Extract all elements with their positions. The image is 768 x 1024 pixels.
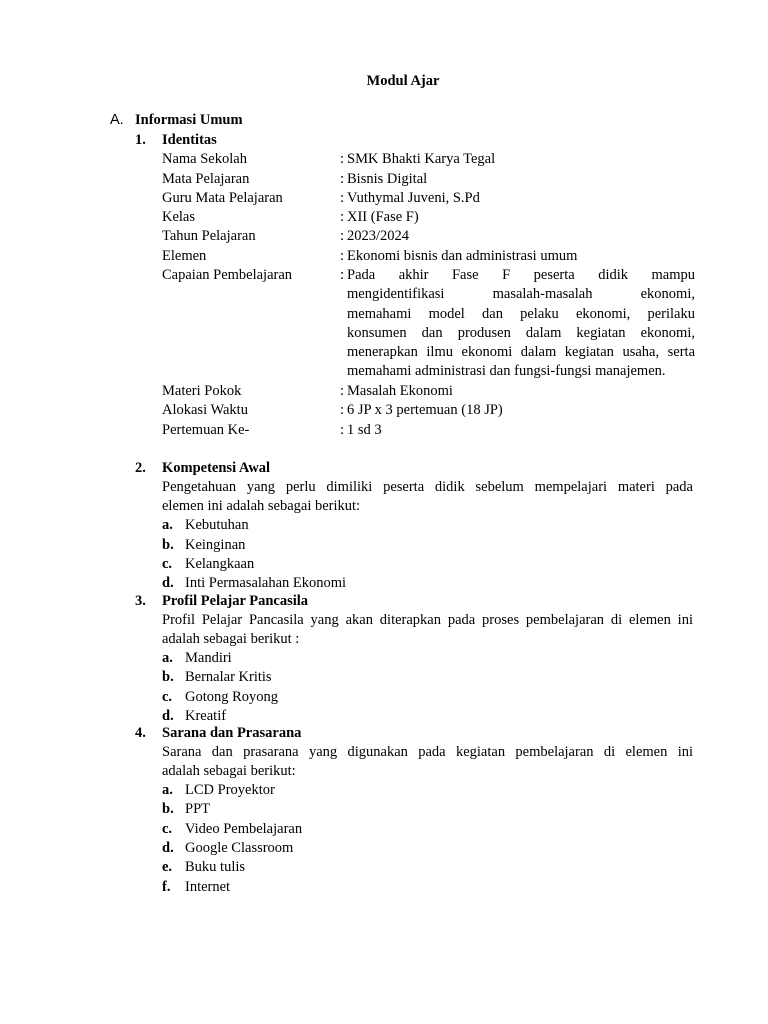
profil-paragraph-line: adalah sebagai berikut : (162, 631, 300, 647)
row-label: Alokasi Waktu (162, 402, 248, 418)
list-item: LCD Proyektor (185, 782, 275, 798)
row-colon: : (340, 402, 345, 418)
profil-paragraph-line: Profil Pelajar Pancasila yang akan diterapkan pada proses pembelajaran di elemen ini (162, 612, 693, 628)
document-title: Modul Ajar (366, 73, 440, 89)
section-a-heading: Informasi Umum (135, 112, 243, 128)
list-item: PPT (185, 801, 210, 817)
list-item: Kreatif (185, 708, 227, 724)
row-colon: : (340, 190, 345, 206)
list-letter: c. (162, 821, 173, 837)
row-value: XII (Fase F) (347, 209, 419, 225)
list-letter: b. (162, 669, 174, 685)
list-item: Kebutuhan (185, 517, 249, 533)
row-label: Elemen (162, 248, 207, 264)
row-label: Capaian Pembelajaran (162, 267, 293, 283)
list-letter: b. (162, 537, 174, 553)
row-value: 1 sd 3 (347, 422, 382, 438)
list-letter: e. (162, 859, 173, 875)
sarana-paragraph-line: Sarana dan prasarana yang digunakan pada kegiatan pembelajaran di elemen ini (162, 744, 693, 760)
list-item: Inti Permasalahan Ekonomi (185, 575, 347, 591)
row-colon: : (340, 248, 345, 264)
list-letter: f. (162, 879, 171, 895)
row-label: Tahun Pelajaran (162, 228, 256, 244)
sarana-heading: Sarana dan Prasarana (162, 725, 302, 741)
row-value: 2023/2024 (347, 228, 410, 244)
capaian-line: mengidentifikasi masalah-masalah ekonomi, (347, 286, 695, 302)
profil-heading: Profil Pelajar Pancasila (162, 593, 309, 609)
identitas-number: 1. (135, 132, 146, 148)
kompetensi-heading: Kompetensi Awal (162, 460, 271, 476)
row-colon: : (340, 267, 345, 283)
capaian-line: Pada akhir Fase F peserta didik mampu (347, 267, 695, 283)
list-item: Video Pembelajaran (185, 821, 303, 837)
profil-number: 3. (135, 593, 146, 609)
row-value: Masalah Ekonomi (347, 383, 453, 399)
list-item: Google Classroom (185, 840, 294, 856)
section-a-letter: A. (110, 112, 124, 128)
capaian-line: menerapkan ilmu ekonomi dalam kegiatan usaha, serta (347, 344, 695, 360)
list-item: Buku tulis (185, 859, 246, 875)
list-letter: a. (162, 782, 173, 798)
row-colon: : (340, 422, 345, 438)
capaian-line: konsumen dan produsen dalam kegiatan ekonomi, (347, 325, 695, 341)
capaian-line: memahami administrasi dan fungsi-fungsi manajemen. (347, 363, 666, 379)
row-colon: : (340, 209, 345, 225)
row-label: Mata Pelajaran (162, 171, 250, 187)
row-colon: : (340, 171, 345, 187)
list-item: Internet (185, 879, 231, 895)
kompetensi-paragraph-line: Pengetahuan yang perlu dimiliki peserta didik sebelum mempelajari materi pada (162, 479, 693, 495)
list-item: Mandiri (185, 650, 232, 666)
sarana-paragraph-line: adalah sebagai berikut: (162, 763, 296, 779)
row-colon: : (340, 383, 345, 399)
row-colon: : (340, 228, 345, 244)
list-item: Gotong Royong (185, 689, 279, 705)
kompetensi-paragraph-line: elemen ini adalah sebagai berikut: (162, 498, 361, 514)
list-letter: c. (162, 556, 173, 572)
list-letter: d. (162, 575, 174, 591)
list-letter: a. (162, 517, 173, 533)
row-label: Pertemuan Ke- (162, 422, 250, 438)
list-letter: c. (162, 689, 173, 705)
list-item: Kelangkaan (185, 556, 255, 572)
row-value: SMK Bhakti Karya Tegal (347, 151, 496, 167)
capaian-line: memahami model dan pelaku ekonomi, perilaku (347, 306, 695, 322)
row-label: Guru Mata Pelajaran (162, 190, 283, 206)
row-label: Kelas (162, 209, 196, 225)
list-letter: d. (162, 708, 174, 724)
row-value: Vuthymal Juveni, S.Pd (347, 190, 480, 206)
row-value: Ekonomi bisnis dan administrasi umum (347, 248, 578, 264)
row-value: Bisnis Digital (347, 171, 428, 187)
identitas-heading: Identitas (162, 132, 217, 148)
row-label: Nama Sekolah (162, 151, 247, 167)
row-label: Materi Pokok (162, 383, 242, 399)
list-letter: b. (162, 801, 174, 817)
row-value: 6 JP x 3 pertemuan (18 JP) (347, 402, 503, 418)
list-item: Bernalar Kritis (185, 669, 272, 685)
row-colon: : (340, 151, 345, 167)
kompetensi-number: 2. (135, 460, 146, 476)
list-letter: d. (162, 840, 174, 856)
sarana-number: 4. (135, 725, 146, 741)
list-letter: a. (162, 650, 173, 666)
list-item: Keinginan (185, 537, 246, 553)
